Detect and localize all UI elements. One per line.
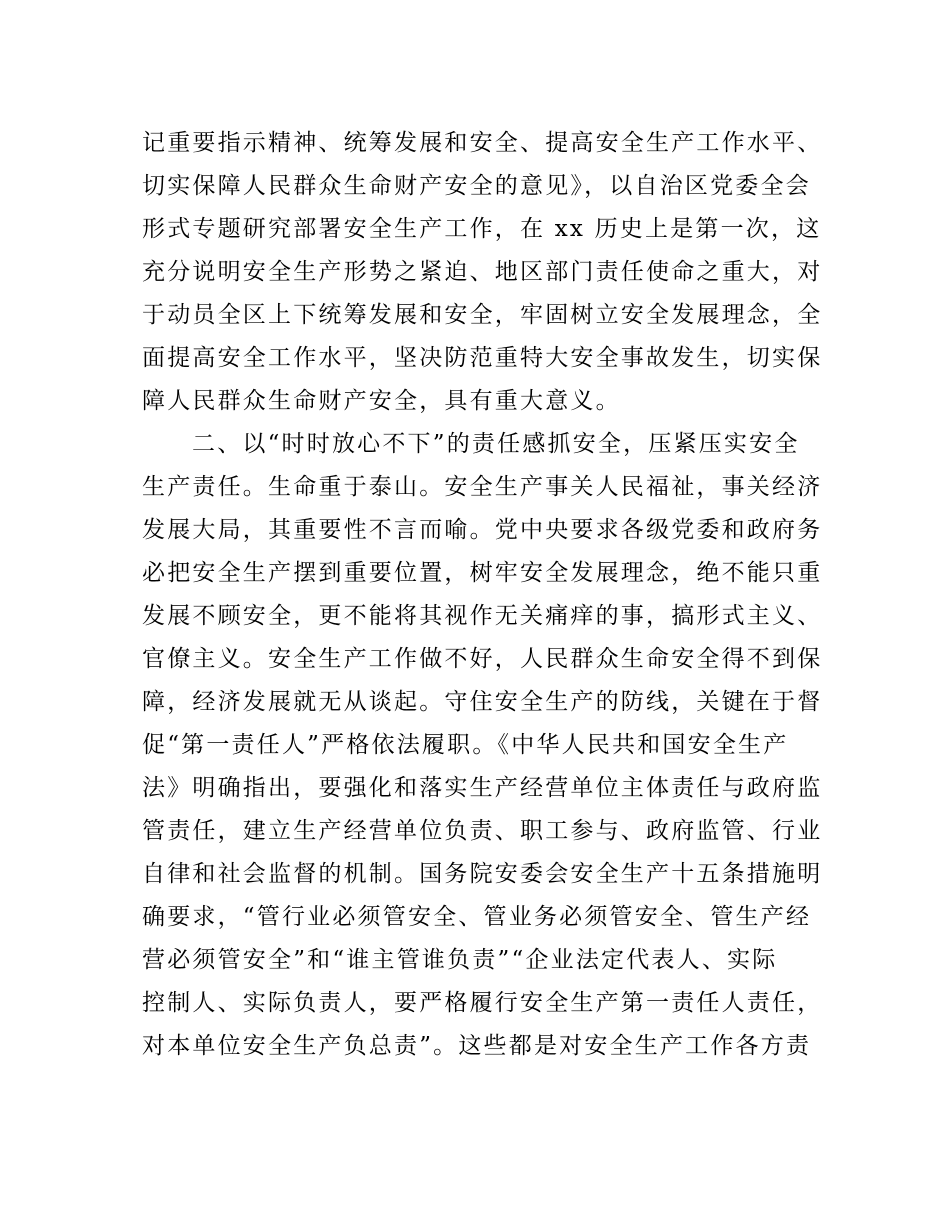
text-line: 生产责任。生命重于泰山。安全生产事关人民福祉，事关经济 — [142, 474, 823, 500]
text-line: 对本单位安全生产负总责”。这些都是对安全生产工作各方责 — [142, 1033, 812, 1059]
text-line: 营必须管安全”和“谁主管谁负责”“企业法定代表人、实际 — [142, 947, 778, 973]
text-line: 促“第一责任人”严格依法履职。《中华人民共和国安全生产 — [142, 732, 789, 758]
text-line: 法》明确指出，要强化和落实生产经营单位主体责任与政府监 — [142, 775, 823, 801]
text-line: 形式专题研究部署安全生产工作，在 xx 历史上是第一次，这 — [142, 216, 822, 242]
text-line: 记重要指示精神、统筹发展和安全、提高安全生产工作水平、 — [142, 130, 823, 156]
paragraph-start-line: 二、以“时时放心不下”的责任感抓安全，压紧压实安全 — [192, 431, 800, 457]
text-line: 于动员全区上下统筹发展和安全，牢固树立安全发展理念，全 — [142, 302, 823, 328]
text-line: 确要求，“管行业必须管安全、管业务必须管安全、管生产经 — [142, 904, 812, 930]
text-line: 障人民群众生命财产安全，具有重大意义。 — [142, 388, 621, 414]
text-line: 自律和社会监督的机制。国务院安委会安全生产十五条措施明 — [142, 861, 823, 887]
text-line: 控制人、实际负责人，要严格履行安全生产第一责任人责任， — [142, 990, 823, 1016]
text-line: 必把安全生产摆到重要位置，树牢安全发展理念，绝不能只重 — [142, 560, 823, 586]
text-line: 官僚主义。安全生产工作做不好，人民群众生命安全得不到保 — [142, 646, 823, 672]
text-line: 发展大局，其重要性不言而喻。党中央要求各级党委和政府务 — [142, 517, 823, 543]
text-line: 充分说明安全生产形势之紧迫、地区部门责任使命之重大，对 — [142, 259, 823, 285]
text-line: 面提高安全工作水平，坚决防范重特大安全事故发生，切实保 — [142, 345, 823, 371]
text-line: 发展不顾安全，更不能将其视作无关痛痒的事，搞形式主义、 — [142, 603, 823, 629]
text-line: 切实保障人民群众生命财产安全的意见》，以自治区党委全会 — [142, 173, 811, 199]
body-text — [142, 122, 823, 1068]
text-line: 障，经济发展就无从谈起。守住安全生产的防线，关键在于督 — [142, 689, 823, 715]
text-line: 管责任，建立生产经营单位负责、职工参与、政府监管、行业 — [142, 818, 823, 844]
